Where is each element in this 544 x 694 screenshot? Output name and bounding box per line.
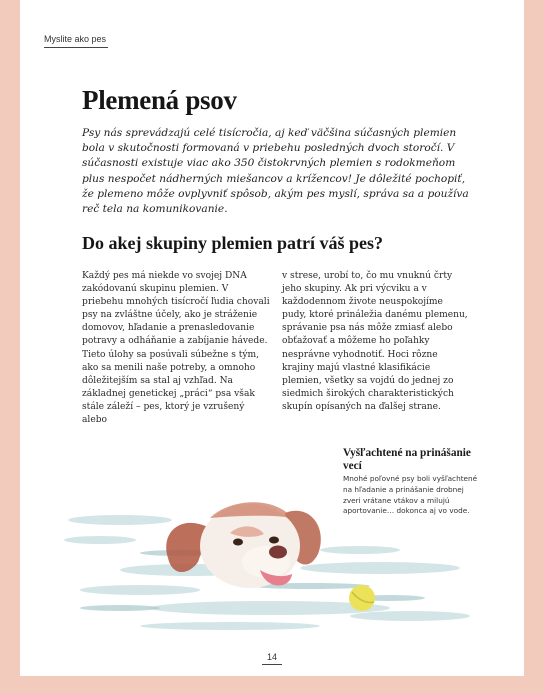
body-column-left: Každý pes má niekde vo svojej DNA zakódovanú skupinu plemien. V priebehu mnohých tisícročí ľudia chovali psy na zvláštne účely, ako je stráženie domovov, hľadanie a prenasledovanie potravy a odháňanie a zabíjanie hávede. Tieto úlohy sa posúvali súbežne s tým, ako sa menili naše potreby, a omnoho dôležitejším sa stal aj vzhľad. Na základnej genetickej „práci“ psa však stále záleží – pes, ktorý je vzrušený alebo [82,271,270,426]
running-head-rule [44,47,108,48]
page-number: 14 [266,652,277,662]
page-title: Plemená psov [82,85,237,115]
section-subtitle: Do akej skupiny plemien patrí váš pes? [82,233,384,253]
book-page [20,0,524,676]
running-head: Myslite ako pes [44,34,107,44]
page-number-rule [262,664,282,665]
caption-title: Vyšľachtené na prinášanie vecí [343,447,471,472]
caption-text: Mnohé poľovné psy boli vyšľachtené na hľadanie a prinášanie drobnej zveri vrátane vtákov a milujú aportovanie… dokonca aj vo vode. [343,474,478,516]
intro-paragraph: Psy nás sprevádzajú celé tisícročia, aj keď väčšina súčasných plemien bola v skutočnosti formovaná v priebehu posledných dvoch storočí. V súčasnosti existuje viac ako 350 čistokrvných plemien s rodokmeňom plus nespočet nádherných miešancov a krížencov! Je dôležité pochopiť, že plemeno môže ovplyvniť spôsob, akým pes myslí, správa sa a používa reč tela na komunikovanie. [82,127,469,216]
body-column-right: v strese, urobí to, čo mu vnuknú črty jeho skupiny. Ak pri výcviku a v každodennom živote neuspokojíme pudy, ktoré prináležia danému plemenu, správanie psa nás môže zmiasť alebo obťažovať a môžeme ho poľahky nesprávne vyhodnotiť. Hoci rôzne krajiny majú vlastné klasifikácie plemien, všetky sa vojdú do jednej zo siedmich širokých charakteristických skupín opísaných na ďalšej strane. [282,271,468,412]
